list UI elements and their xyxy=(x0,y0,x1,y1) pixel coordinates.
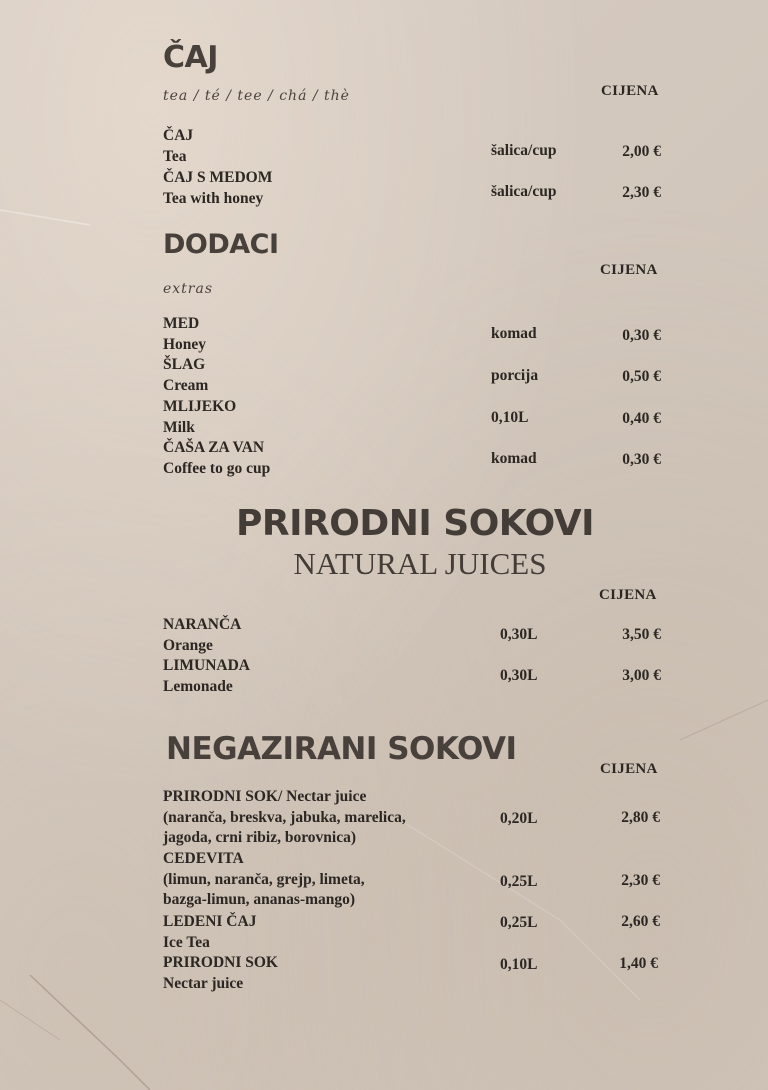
menu-item xyxy=(163,656,250,697)
item-name: ČAJ S MEDOM xyxy=(163,169,273,186)
item-unit: šalica/cup xyxy=(491,142,557,159)
item-price: 3,50 € xyxy=(622,626,661,643)
price-header-caj: CIJENA xyxy=(601,83,659,99)
menu-item xyxy=(163,615,241,656)
item-unit: 0,20L xyxy=(500,810,538,827)
item-translation: Nectar juice xyxy=(163,974,244,992)
item-price: 0,30 € xyxy=(622,451,661,468)
section-subtitle-caj: tea / té / tee / chá / thè xyxy=(163,88,350,104)
menu-item xyxy=(163,438,270,479)
item-unit: porcija xyxy=(491,367,539,384)
menu-item xyxy=(163,849,365,911)
item-price: 2,30 € xyxy=(621,872,660,889)
section-subtitle-dodaci: extras xyxy=(163,281,214,297)
item-price: 2,60 € xyxy=(621,913,660,930)
item-translation: Cream xyxy=(163,376,209,394)
item-description: (naranča, breskva, jabuka, marelica, xyxy=(163,808,406,826)
menu-item xyxy=(163,787,406,849)
item-price: 2,00 € xyxy=(622,143,661,160)
item-translation: Milk xyxy=(163,418,195,436)
item-unit: 0,25L xyxy=(500,873,538,890)
section-title-dodaci: DODACI xyxy=(163,229,279,260)
menu-item xyxy=(163,126,193,167)
item-name: MED xyxy=(163,315,200,332)
item-name: NARANČA xyxy=(163,616,242,633)
item-description: bazga-limun, ananas-mango) xyxy=(163,891,356,908)
menu-item xyxy=(163,397,236,438)
item-name: LEDENI ČAJ xyxy=(163,913,257,930)
item-name: PRIRODNI SOK xyxy=(163,954,278,971)
section-subtitle-prirodni: NATURAL JUICES xyxy=(293,546,547,581)
price-header-dodaci: CIJENA xyxy=(600,262,658,278)
item-name: LIMUNADA xyxy=(163,657,250,674)
item-price: 2,80 € xyxy=(621,809,660,826)
item-name: CEDEVITA xyxy=(163,850,244,867)
item-description: jagoda, crni ribiz, borovnica) xyxy=(163,829,357,846)
item-price: 1,40 € xyxy=(619,955,658,972)
menu-item xyxy=(163,168,272,209)
menu-item xyxy=(163,912,256,953)
item-name: ŠLAG xyxy=(163,356,206,373)
item-description: (limun, naranča, grejp, limeta, xyxy=(163,870,365,888)
item-price: 0,30 € xyxy=(622,327,661,344)
item-translation: Ice Tea xyxy=(163,933,210,951)
item-unit: komad xyxy=(491,325,537,342)
item-translation: Coffee to go cup xyxy=(163,459,271,477)
item-translation: Honey xyxy=(163,335,207,353)
section-title-prirodni: PRIRODNI SOKOVI xyxy=(236,503,594,544)
item-unit: komad xyxy=(491,450,537,467)
item-translation: Tea with honey xyxy=(163,189,264,207)
menu-item xyxy=(163,953,278,994)
item-unit: 0,10L xyxy=(500,956,538,973)
item-price: 2,30 € xyxy=(622,184,661,201)
item-translation: Tea xyxy=(163,147,187,165)
menu-item xyxy=(163,314,206,355)
item-translation: Orange xyxy=(163,636,213,654)
item-name: ČAJ xyxy=(163,127,194,144)
item-unit: šalica/cup xyxy=(491,183,557,200)
price-header-prirodni: CIJENA xyxy=(599,587,657,603)
item-price: 3,00 € xyxy=(622,667,661,684)
item-unit: 0,10L xyxy=(491,409,529,426)
item-name: PRIRODNI SOK/ Nectar juice xyxy=(163,788,367,805)
item-price: 0,50 € xyxy=(622,368,661,385)
price-header-negazirani: CIJENA xyxy=(600,761,658,777)
item-unit: 0,30L xyxy=(500,626,538,643)
section-title-negazirani: NEGAZIRANI SOKOVI xyxy=(166,731,517,767)
menu-item xyxy=(163,355,208,396)
item-name: ČAŠA ZA VAN xyxy=(163,439,265,456)
item-name: MLIJEKO xyxy=(163,398,237,415)
item-translation: Lemonade xyxy=(163,677,233,695)
item-unit: 0,25L xyxy=(500,914,538,931)
item-price: 0,40 € xyxy=(622,410,661,427)
section-title-caj: ČAJ xyxy=(163,40,218,75)
item-unit: 0,30L xyxy=(500,667,538,684)
